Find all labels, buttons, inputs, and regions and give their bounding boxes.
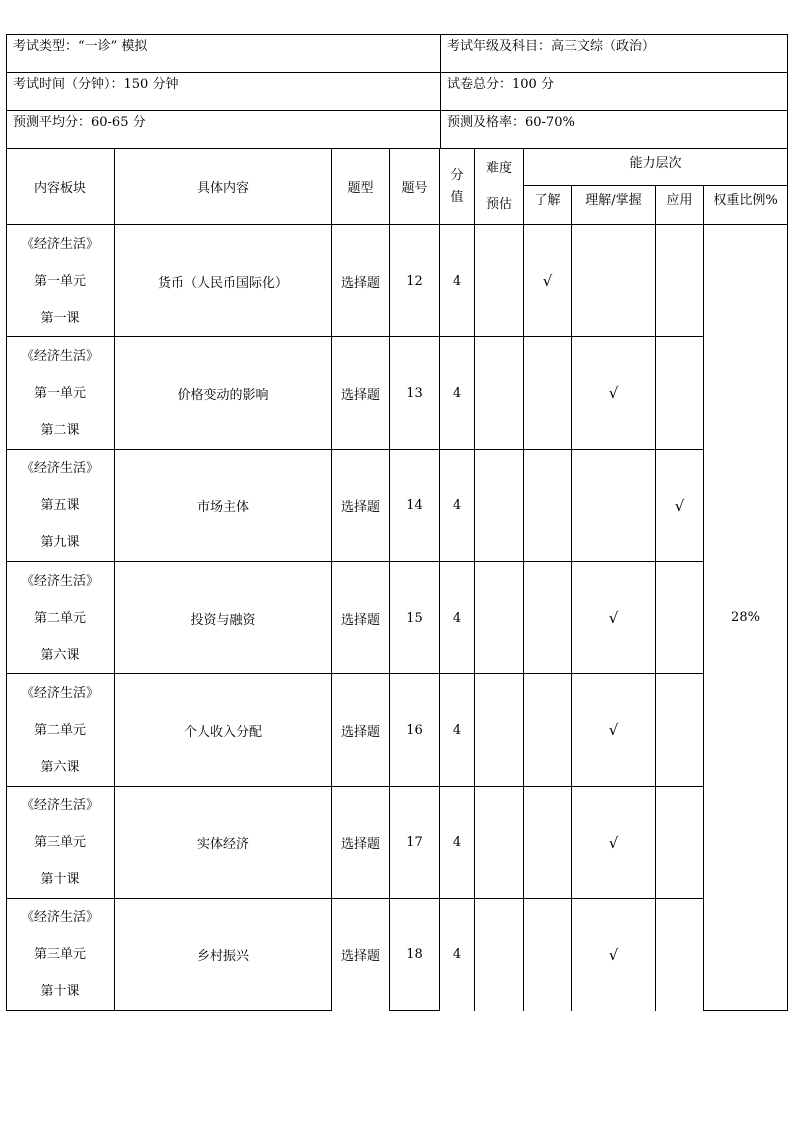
grid-line bbox=[6, 898, 704, 899]
row-module-line: 第一单元 bbox=[33, 385, 86, 401]
row-qtype: 选择题 bbox=[340, 612, 380, 628]
row-content: 实体经济 bbox=[196, 837, 249, 853]
row-module-line: 《经济生活》 bbox=[20, 236, 99, 252]
grid-line bbox=[6, 72, 788, 73]
row-qtype: 选择题 bbox=[340, 387, 380, 403]
row-module-line: 《经济生活》 bbox=[20, 685, 99, 701]
grid-line bbox=[440, 34, 441, 149]
row-module-line: 第十课 bbox=[40, 984, 80, 1000]
row-module-line: 《经济生活》 bbox=[20, 348, 99, 364]
row-module-line: 第六课 bbox=[40, 759, 80, 775]
col-header-qnum: 题号 bbox=[401, 181, 428, 196]
grid-line bbox=[6, 224, 788, 225]
grid-line bbox=[6, 673, 704, 674]
row-score: 4 bbox=[452, 610, 462, 626]
check-icon: √ bbox=[608, 384, 619, 403]
row-module-line: 第五课 bbox=[40, 498, 80, 514]
row-content: 货币（人民币国际化） bbox=[157, 275, 288, 291]
grid-line bbox=[787, 34, 788, 149]
grid-line bbox=[6, 148, 7, 1011]
grid-line bbox=[571, 185, 572, 1011]
row-content: 乡村振兴 bbox=[196, 949, 249, 965]
col-header-ability: 能力层次 bbox=[629, 155, 682, 171]
check-icon: √ bbox=[542, 272, 553, 291]
check-icon: √ bbox=[608, 609, 619, 628]
row-module-line: 《经济生活》 bbox=[20, 910, 99, 926]
row-module-line: 第九课 bbox=[40, 535, 80, 551]
row-qnum: 18 bbox=[406, 947, 423, 963]
col-header-difficulty-line1: 难度 bbox=[485, 160, 512, 176]
row-score: 4 bbox=[452, 722, 462, 738]
row-qnum: 16 bbox=[406, 722, 423, 738]
row-qnum: 12 bbox=[406, 273, 423, 289]
row-module-line: 第十课 bbox=[40, 872, 80, 888]
grid-line bbox=[6, 786, 704, 787]
col-header-difficulty-line2: 预估 bbox=[485, 196, 512, 212]
row-qnum: 14 bbox=[406, 498, 423, 514]
check-icon: √ bbox=[608, 945, 619, 964]
col-header-understand: 了解 bbox=[534, 192, 561, 208]
grid-line bbox=[523, 148, 524, 1011]
row-module-line: 第六课 bbox=[40, 647, 80, 663]
row-module-line: 第一单元 bbox=[33, 273, 86, 289]
row-module-line: 第三单元 bbox=[33, 835, 86, 851]
grid-line bbox=[6, 449, 704, 450]
col-header-score bbox=[440, 149, 474, 224]
row-module-line: 《经济生活》 bbox=[20, 798, 99, 814]
row-module bbox=[6, 787, 114, 899]
row-module-line: 第一课 bbox=[40, 310, 80, 326]
grid-line bbox=[114, 148, 115, 1011]
check-icon: √ bbox=[608, 721, 619, 740]
grid-line bbox=[6, 34, 788, 35]
row-module-line: 《经济生活》 bbox=[20, 573, 99, 589]
row-module-line: 《经济生活》 bbox=[20, 461, 99, 477]
col-header-weight: 权重比例% bbox=[713, 192, 778, 208]
col-header-qtype: 题型 bbox=[347, 181, 374, 196]
row-qtype: 选择题 bbox=[340, 837, 380, 853]
row-module bbox=[6, 562, 114, 674]
exam-time: 考试时间（分钟）：150 分钟 bbox=[13, 77, 179, 92]
grid-line bbox=[6, 336, 704, 337]
predicted-average: 预测平均分：60-65 分 bbox=[13, 115, 146, 130]
grid-line bbox=[703, 185, 704, 1011]
grid-line bbox=[439, 148, 440, 1011]
weight-value: 28% bbox=[731, 610, 760, 625]
grade-subject: 考试年级及科目：高三文综（政治） bbox=[447, 39, 656, 54]
row-content: 价格变动的影响 bbox=[177, 387, 269, 403]
row-score: 4 bbox=[452, 385, 462, 401]
row-module-line: 第三单元 bbox=[33, 947, 86, 963]
exam-type: 考试类型：“一诊” 模拟 bbox=[13, 39, 148, 54]
grid-line bbox=[6, 561, 704, 562]
row-qnum: 17 bbox=[406, 835, 423, 851]
row-module bbox=[6, 899, 114, 1011]
row-score: 4 bbox=[452, 498, 462, 514]
grid-line bbox=[6, 110, 788, 111]
row-content: 市场主体 bbox=[196, 500, 249, 516]
check-icon: √ bbox=[608, 833, 619, 852]
grid-line bbox=[389, 148, 390, 1011]
grid-line bbox=[390, 1010, 440, 1011]
row-module bbox=[6, 337, 114, 449]
grid-line bbox=[331, 148, 332, 1011]
row-module bbox=[6, 674, 114, 786]
col-header-difficulty bbox=[475, 149, 523, 224]
check-icon: √ bbox=[674, 496, 685, 515]
row-module bbox=[6, 450, 114, 562]
grid-line bbox=[524, 185, 788, 186]
col-header-content: 具体内容 bbox=[196, 181, 249, 196]
row-score: 4 bbox=[452, 835, 462, 851]
row-module-line: 第二单元 bbox=[33, 722, 86, 738]
grid-line bbox=[787, 148, 788, 1011]
row-module-line: 第二单元 bbox=[33, 610, 86, 626]
row-qtype: 选择题 bbox=[340, 724, 380, 740]
row-qtype: 选择题 bbox=[340, 949, 380, 965]
row-content: 个人收入分配 bbox=[183, 724, 262, 740]
grid-line bbox=[6, 148, 788, 149]
grid-line bbox=[474, 148, 475, 1011]
col-header-master: 理解/掌握 bbox=[585, 192, 642, 208]
row-qtype: 选择题 bbox=[340, 500, 380, 516]
grid-line bbox=[655, 185, 656, 1011]
row-score: 4 bbox=[452, 947, 462, 963]
total-score: 试卷总分：100 分 bbox=[447, 77, 554, 92]
row-content: 投资与融资 bbox=[190, 612, 256, 628]
row-qtype: 选择题 bbox=[340, 275, 380, 291]
row-qnum: 13 bbox=[406, 385, 423, 401]
col-header-score-line2: 值 bbox=[450, 189, 464, 205]
col-header-score-line1: 分 bbox=[450, 167, 464, 183]
predicted-pass-rate: 预测及格率：60-70% bbox=[447, 115, 575, 130]
grid-line bbox=[703, 1010, 788, 1011]
row-module-line: 第二课 bbox=[40, 422, 80, 438]
row-module bbox=[6, 225, 114, 337]
col-header-module: 内容板块 bbox=[33, 181, 86, 196]
grid-line bbox=[6, 34, 7, 149]
grid-line bbox=[6, 1010, 332, 1011]
row-score: 4 bbox=[452, 273, 462, 289]
col-header-apply: 应用 bbox=[666, 192, 693, 208]
row-qnum: 15 bbox=[406, 610, 423, 626]
